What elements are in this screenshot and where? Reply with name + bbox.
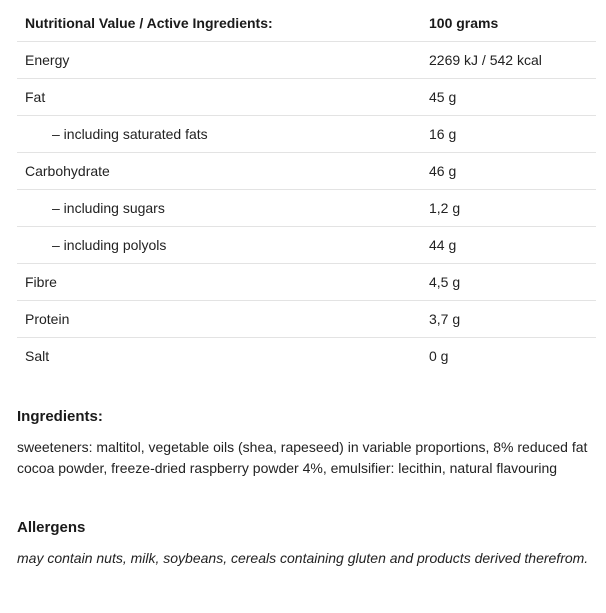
table-row xyxy=(17,301,596,338)
nutrient-value: 3,7 g xyxy=(429,301,596,338)
nutrient-name: – including saturated fats xyxy=(17,116,429,153)
nutrient-value: 2269 kJ / 542 kcal xyxy=(429,42,596,79)
nutrient-value: 4,5 g xyxy=(429,264,596,301)
ingredients-section xyxy=(17,408,597,479)
table-row xyxy=(17,79,596,116)
table-row xyxy=(17,264,596,301)
allergens-text: may contain nuts, milk, soybeans, cereals containing gluten and products derived therefrom. xyxy=(17,550,589,566)
nutrient-name: Fat xyxy=(17,79,429,116)
header-value-cell: 100 grams xyxy=(429,5,596,42)
table-row xyxy=(17,153,596,190)
table-row xyxy=(17,227,596,264)
ingredients-heading: Ingredients: xyxy=(17,408,103,425)
allergens-heading: Allergens xyxy=(17,519,86,536)
ingredients-text: sweeteners: maltitol, vegetable oils (shea, rapeseed) in variable proportions, 8% reduced fat cocoa powder, freeze-dried raspberry powder 4%, emulsifier: lecithin, natural flavouring xyxy=(17,439,588,476)
nutrient-value: 44 g xyxy=(429,227,596,264)
nutrient-name: Energy xyxy=(17,42,429,79)
nutrition-table-header xyxy=(17,5,596,42)
nutrient-name: Carbohydrate xyxy=(17,153,429,190)
nutrition-table xyxy=(17,5,596,374)
nutrient-name: Salt xyxy=(25,348,50,364)
nutrient-value: 16 g xyxy=(429,116,596,153)
table-row xyxy=(17,190,596,227)
header-name-cell: Nutritional Value / Active Ingredients: xyxy=(17,5,429,42)
table-row xyxy=(17,116,596,153)
nutrient-value: 46 g xyxy=(429,153,596,190)
nutrient-name: Fibre xyxy=(17,264,429,301)
nutrient-name: – including polyols xyxy=(17,227,429,264)
nutrient-value: 1,2 g xyxy=(429,190,596,227)
table-row xyxy=(17,338,596,375)
nutrient-value: 45 g xyxy=(429,79,596,116)
nutrient-name: Protein xyxy=(17,301,429,338)
table-row xyxy=(17,42,596,79)
nutrient-value: 0 g xyxy=(429,348,449,364)
nutrient-name: – including sugars xyxy=(17,190,429,227)
allergens-section xyxy=(17,519,597,569)
